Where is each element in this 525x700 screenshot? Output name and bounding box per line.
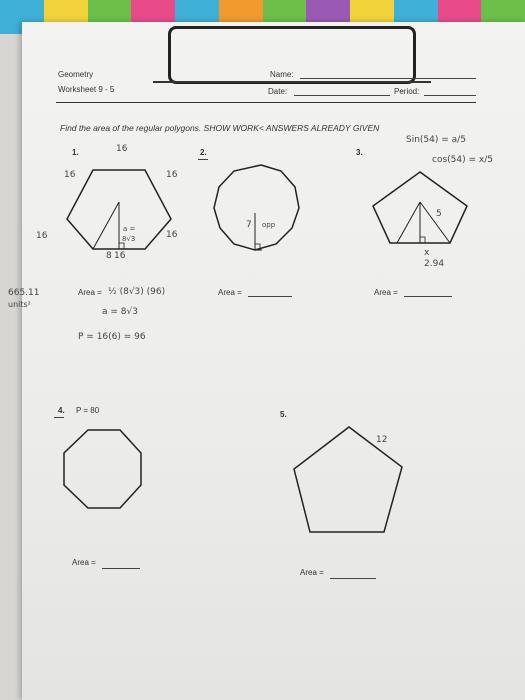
- p1-work-perimeter: P = 16(6) = 96: [78, 332, 146, 342]
- p3-area-label: Area =: [374, 288, 398, 297]
- worksheet-title: Worksheet 9 - 5: [58, 85, 115, 94]
- p1-side-top: 16: [116, 144, 128, 154]
- problem-4-number: 4.: [58, 406, 65, 415]
- p3-x-value: 2.94: [424, 259, 445, 269]
- p1-answer: 665.11: [8, 288, 40, 298]
- p1-side-topleft: 16: [64, 170, 76, 180]
- name-label: Name:: [270, 70, 294, 79]
- p1-answer-units: units²: [8, 300, 31, 309]
- p3-x-label: x: [424, 248, 430, 258]
- p3-sin-note: Sin(54) = a/5: [406, 135, 466, 145]
- p1-side-left: 16: [36, 231, 48, 241]
- p4-perimeter: P = 80: [76, 406, 100, 415]
- p5-side-label: 12: [376, 435, 388, 445]
- p1-work-apothem: a = 8√3: [102, 307, 138, 317]
- p1-half-side: 8: [106, 251, 112, 261]
- date-label: Date:: [268, 87, 288, 96]
- problem-5-number: 5.: [280, 410, 287, 419]
- problem-5-pentagon: [22, 22, 525, 700]
- instructions: Find the area of the regular polygons. SHOW WORK< ANSWERS ALREADY GIVEN: [60, 123, 380, 133]
- p1-side-topright: 16: [166, 170, 178, 180]
- p3-cos-note: cos(54) = x/5: [432, 155, 493, 165]
- p1-area-formula: ½ (8√3) (96): [108, 287, 166, 297]
- p1-apothem-label: a =: [123, 225, 136, 233]
- period-label: Period:: [394, 87, 420, 96]
- problem-1-number: 1.: [72, 148, 79, 157]
- problem-3-number: 3.: [356, 148, 363, 157]
- p2-area-label: Area =: [218, 288, 242, 297]
- p2-opp-label: opp: [262, 221, 276, 229]
- p4-area-label: Area =: [72, 558, 96, 567]
- p5-area-line: [330, 578, 376, 579]
- p1-area-label: Area =: [78, 288, 102, 297]
- problem-2-number: 2.: [200, 148, 207, 157]
- p2-radius-label: 7: [246, 220, 252, 230]
- worksheet-paper: [8, 22, 525, 700]
- subject-label: Geometry: [58, 70, 94, 79]
- p1-apothem-value: 8√3: [122, 235, 136, 243]
- p3-hyp-label: 5: [436, 209, 442, 219]
- p5-area-label: Area =: [300, 568, 324, 577]
- p1-bottom-side: 16: [114, 251, 126, 261]
- p1-side-right: 16: [166, 230, 178, 240]
